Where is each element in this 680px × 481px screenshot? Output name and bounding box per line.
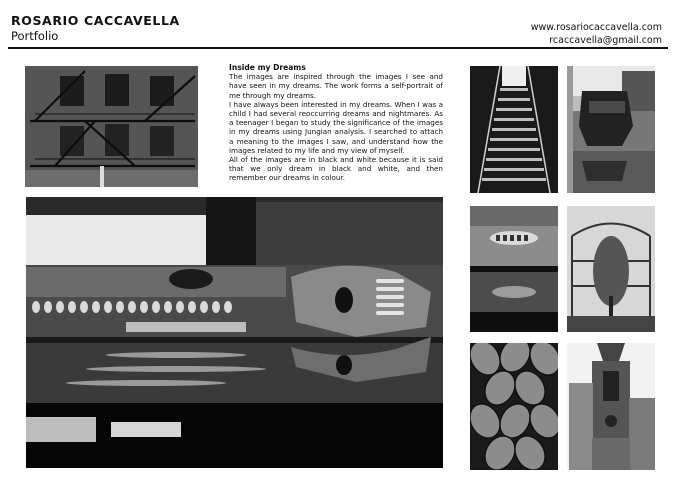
photo-stacked-tyres (470, 343, 558, 470)
photo-stairway (470, 66, 558, 193)
photo-gasholder-tree (567, 206, 655, 332)
statement-title: Inside my Dreams (229, 63, 306, 72)
page-header (0, 0, 680, 50)
statement-paragraph-2: I have always been interested in my dreams. When I was a child I had several reoccurring dreams and nightmares. As a teenager I began to study the significance of the images in my dreams using Jungian analysis. I searched to attach a meaning to the images I saw, and understand how the images related to my life and my view of myself. (229, 99, 443, 155)
portfolio-owner-name: ROSARIO CACCAVELLA (11, 13, 180, 28)
statement-paragraph-3: All of the images are in black and white because it is said that we only dream in black and white, and then remember our dreams in colour. (229, 155, 443, 183)
contact-block (531, 22, 662, 47)
email-link[interactable]: rcaccavella@gmail.com (549, 34, 662, 46)
portfolio-label: Portfolio (11, 29, 59, 43)
header-divider (8, 47, 668, 49)
statement-paragraph-1: The images are inspired through the images I see and have seen in my dreams. The work forms a self-portrait of me through my dreams. (229, 72, 443, 100)
artist-statement (229, 63, 443, 183)
photo-canal-graffiti-reflection (26, 197, 443, 468)
photo-church-tower (567, 343, 655, 470)
photo-fire-escape (25, 66, 198, 187)
photo-narrowboat (567, 66, 655, 193)
photo-graffiti-wall (470, 206, 558, 332)
website-link[interactable]: www.rosariocaccavella.com (530, 22, 662, 33)
